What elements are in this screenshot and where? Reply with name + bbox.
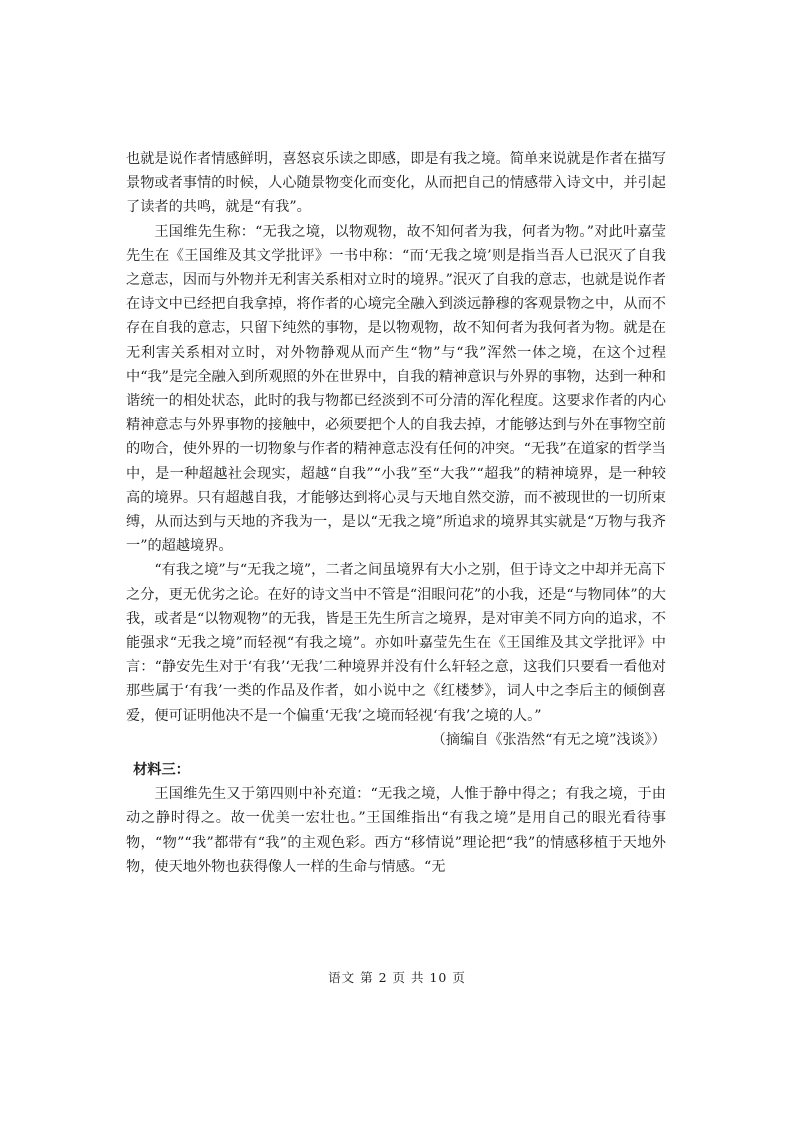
page-footer: 语文 第 2 页 共 10 页 [328,970,466,985]
paragraph-1: 也就是说作者情感鲜明，喜怒哀乐读之即感，即是有我之境。简单来说就是作者在描写景物或者事情的时候，人心随景物变化而变化，从而把自己的情感带入诗文中，并引起了读者的共鸣，就是“有我”。 [126,151,666,216]
paragraph-2: 王国维先生称：“无我之境，以物观物，故不知何者为我，何者为物。”对此叶嘉莹先生在《王国维及其文学批评》一书中称：“而‘无我之境’则是指当吾人已泯灭了自我之意志，因而与外物并无利害关系相对立时的境界。”泯灭了自我的意志，也就是说作者在诗文中已经把自我拿掉，将作者的心境完全融入到淡远静穆的客观景物之中，从而不存在自我的意志，只留下纯然的事物，是以物观物，故不知何者为我何者为物。就是在无利害关系相对立时，对外物静观从而产生“物”与“我”浑然一体之境，在这个过程中“我”是完全融入到所观照的外在世界中，自我的精神意识与外界的事物，达到一种和谐统一的相处状态，此时的我与物都已经淡到不可分清的浑化程度。这要求作者的内心精神意志与外界事物的接触中，必须要把个人的自我去掉，才能够达到与外在事物空前的吻合，使外界的一切物象与作者的精神意志没有任何的冲突。“无我”在道家的哲学当中，是一种超越社会现实，超越“自我”“小我”至“大我”“超我”的精神境界，是一种较高的境界。只有超越自我，才能够达到将心灵与天地自然交游，而不被现世的一切所束缚，从而达到与天地的齐我为一，是以“无我之境”所追求的境界其实就是“万物与我齐一”的超越境界。 [126,223,666,555]
paragraph-4: 王国维先生又于第四则中补充道：“无我之境，人惟于静中得之；有我之境，于由动之静时得之。故一优美一宏壮也。”王国维指出“有我之境”是用自己的眼光看待事物，“物”“我”都带有“我”的主观色彩。西方“移情说”理论把“我”的情感移植于天地外物，使天地外物也获得像人一样的生命与情感。“无 [126,786,666,875]
source-citation: （摘编自《张浩然“有无之境”浅谈》） [431,731,666,748]
document-body [126,147,666,879]
section-heading: 材料三： [133,762,190,779]
paragraph-3: “有我之境”与“无我之境”，二者之间虽境界有大小之别，但于诗文之中却并无高下之分，更无优劣之论。在好的诗文当中不管是“泪眼问花”的小我，还是“与物同体”的大我，或者是“以物观物”的无我，皆是王先生所言之境界，是对审美不同方向的追求，不能强求“无我之境”而轻视“有我之境”。亦如叶嘉莹先生在《王国维及其文学批评》中言：“静安先生对于‘有我’‘无我’二种境界并没有什么轩轻之意，这我们只要看一看他对那些属于‘有我’一类的作品及作者，如小说中之《红楼梦》，词人中之李后主的倾倒喜爱，便可证明他决不是一个偏重‘无我’之境而轻视‘有我’之境的人。” [126,562,666,724]
